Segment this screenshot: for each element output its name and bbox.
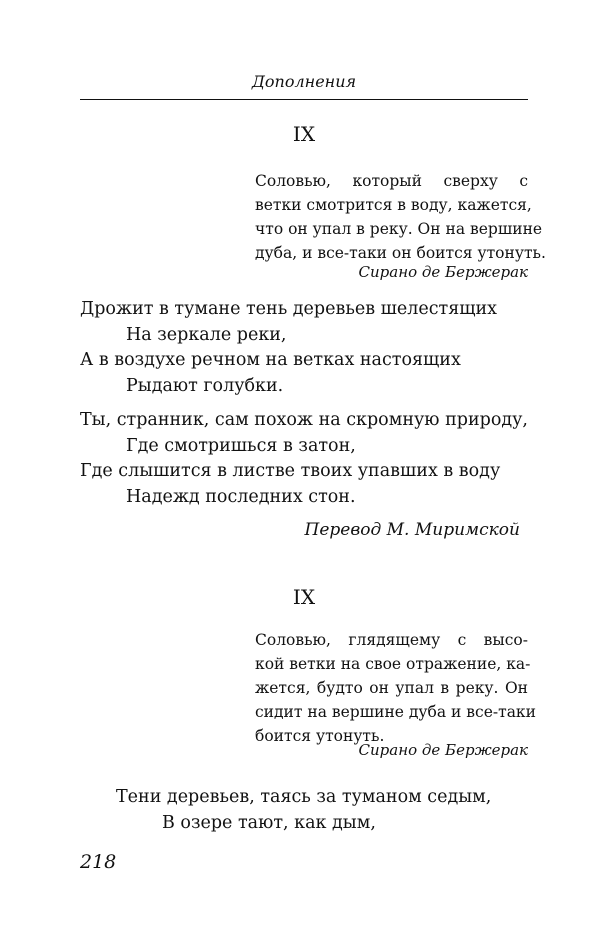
poem-stanza [80, 297, 540, 399]
epigraph-line: дуба, и все-таки он боится утонуть. [255, 244, 546, 262]
poem-line: Где смотришься в затон, [126, 435, 356, 456]
epigraph [255, 169, 546, 265]
epigraph-line: Соловью, который сверху с [255, 172, 528, 190]
poem-line: Рыдают голубки. [126, 375, 284, 396]
poem-stanza [80, 408, 540, 510]
poem-line: Тени деревьев, таясь за туманом седым, [116, 787, 492, 807]
poem-line: Надежд последних стон. [126, 486, 356, 507]
running-header-title: Дополнения [251, 72, 357, 91]
poem-line: А в воздухе речном на ветках настоящих [80, 350, 461, 370]
poem-line: В озере тают, как дым, [162, 812, 376, 833]
section-number: IX [292, 585, 316, 609]
epigraph-line: боится утонуть. [255, 727, 385, 745]
poem-line: Где слышится в листве твоих упавших в воду [80, 461, 501, 481]
epigraph-line: Соловью, глядящему с высо- [255, 631, 528, 649]
epigraph-line: сидит на вершине дуба и все-таки [255, 703, 536, 721]
epigraph [255, 628, 536, 748]
epigraph-line: что он упал в реку. Он на вершине [255, 220, 543, 238]
translator-credit: Перевод М. Миримской [304, 520, 520, 540]
epigraph-author: Сирано де Бержерак [358, 263, 528, 281]
poem-line: Дрожит в тумане тень деревьев шелестящих [80, 299, 498, 319]
poem-line: Ты, странник, сам похож на скромную природу, [80, 410, 528, 430]
poem-stanza [116, 785, 576, 836]
epigraph-line: ветки смотрится в воду, кажется, [255, 196, 532, 214]
poem-line: На зеркале реки, [126, 324, 287, 345]
epigraph-line: жется, будто он упал в реку. Он [255, 679, 528, 697]
page-number: 218 [80, 851, 117, 873]
header-divider [80, 99, 528, 100]
section-number: IX [292, 122, 316, 146]
epigraph-line: кой ветки на свое отражение, ка- [255, 655, 531, 673]
epigraph-author: Сирано де Бержерак [358, 741, 528, 759]
